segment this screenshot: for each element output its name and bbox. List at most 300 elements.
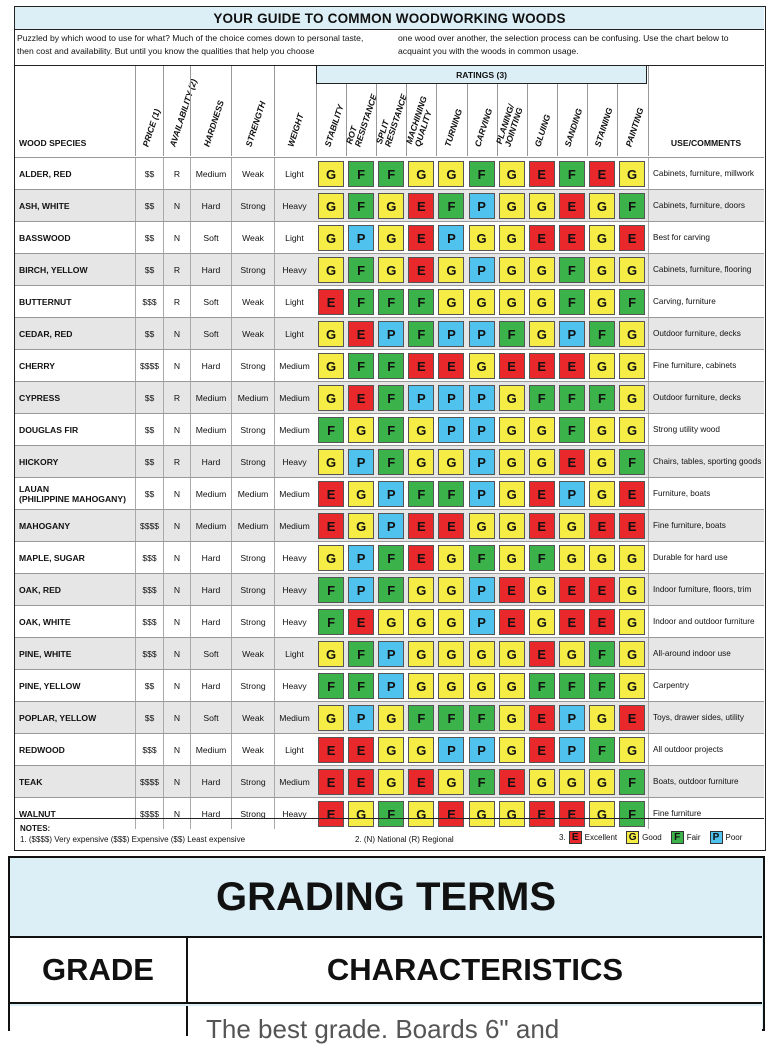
rating-cell: E [408,257,434,283]
header-rating-6 [494,84,527,156]
cell-strength: Strong [231,446,274,477]
grading-first-row [10,1006,762,1044]
note-availability: 2. (N) National (R) Regional [355,835,454,844]
cell-weight: Light [274,222,314,253]
rating-cell: F [378,385,404,411]
rating-cell: G [469,801,495,827]
use-comment: Boats, outdoor furniture [648,766,764,797]
cell-price: $$$$ [135,510,163,541]
table-row [15,445,764,477]
species-name: ALDER, RED [19,168,72,179]
rating-cell: G [408,577,434,603]
ratings-banner: RATINGS (3) [316,66,647,84]
species-name: LAUAN (PHILIPPINE MAHOGANY) [19,483,126,504]
cell-weight: Light [274,734,314,765]
rating-cell: G [589,353,615,379]
header-weight [274,66,314,156]
species-name: OAK, RED [19,584,62,595]
cell-strength: Medium [231,478,274,509]
header-avail [163,66,199,156]
rating-cell: F [469,769,495,795]
rating-cell: P [378,641,404,667]
rating-cell: G [499,417,525,443]
rating-cell: G [318,449,344,475]
rating-cell: G [529,449,555,475]
cell-avail: R [163,382,190,413]
cell-price: $$$$ [135,766,163,797]
guide-intro [17,32,762,66]
table-row [15,317,764,349]
header-rating-10 [617,84,647,156]
cell-weight: Medium [274,478,314,509]
species-name: POPLAR, YELLOW [19,712,97,723]
rating-cell: G [378,737,404,763]
rating-cell: E [619,481,645,507]
cell-strength: Medium [231,510,274,541]
rating-cell: G [589,705,615,731]
rating-cell: G [378,225,404,251]
cell-weight: Heavy [274,254,314,285]
cell-price: $$ [135,702,163,733]
rating-cell: F [619,801,645,827]
rating-cell: G [318,321,344,347]
rating-cell: E [499,577,525,603]
table-row [15,637,764,669]
rating-cell: E [438,513,464,539]
use-comment: Durable for hard use [648,542,764,573]
rating-cell: E [348,737,374,763]
header-rating-4 [436,84,466,156]
cell-price: $$$ [135,638,163,669]
legend-label: Poor [725,833,743,842]
rating-cell: G [438,769,464,795]
species-name: MAPLE, SUGAR [19,552,85,563]
cell-hardness: Hard [190,670,231,701]
rating-cell: F [499,321,525,347]
cell-hardness: Medium [190,510,231,541]
rating-cell: E [408,545,434,571]
rating-cell: F [348,353,374,379]
rating-cell: G [438,673,464,699]
note-price: 1. ($$$$) Very expensive ($$$) Expensive ($$) Least expensive [20,835,246,844]
rating-cell: G [408,641,434,667]
rating-cell: F [529,545,555,571]
cell-weight: Heavy [274,446,314,477]
cell-price: $$ [135,318,163,349]
rating-cell: G [499,161,525,187]
cell-avail: N [163,478,190,509]
rating-cell: G [438,289,464,315]
rating-cell: F [378,577,404,603]
rating-cell: E [408,193,434,219]
header-rating-1 [343,84,379,156]
rating-cell: E [589,609,615,635]
rating-cell: G [619,577,645,603]
rating-cell: G [529,193,555,219]
use-comment: Strong utility wood [648,414,764,445]
table-row [15,157,764,189]
cell-price: $$$ [135,574,163,605]
rating-cell: F [559,257,585,283]
cell-strength: Strong [231,766,274,797]
cell-avail: N [163,222,190,253]
rating-cell: G [499,385,525,411]
species-name: ASH, WHITE [19,200,70,211]
cell-avail: R [163,254,190,285]
rating-cell: G [318,193,344,219]
rating-cell: G [378,257,404,283]
rating-cell: E [559,609,585,635]
rating-cell: P [469,385,495,411]
rating-cell: F [348,641,374,667]
cell-avail: N [163,542,190,573]
rating-cell: F [589,385,615,411]
cell-strength: Weak [231,222,274,253]
species-name: PINE, WHITE [19,648,72,659]
table-row [15,701,764,733]
rating-cell: F [318,417,344,443]
cell-hardness: Hard [190,766,231,797]
legend-number: 3. [559,833,566,842]
cell-avail: N [163,798,190,829]
rating-cell: F [469,161,495,187]
intro-left-text: Puzzled by which wood to use for what? Much of the choice comes down to personal taste, then cost and availability. But until you know the qualities that help you choose [17,33,364,56]
rating-cell: G [589,417,615,443]
rating-cell: E [438,801,464,827]
legend-swatch: F [671,831,684,844]
rating-cell: E [529,641,555,667]
rating-cell: F [348,673,374,699]
rating-cell: G [619,737,645,763]
rating-cell: G [559,545,585,571]
rating-cell: P [438,417,464,443]
rating-cell: F [408,289,434,315]
woodworking-guide-chart [14,6,766,851]
header-price [135,66,163,156]
use-comment: All outdoor projects [648,734,764,765]
cell-hardness: Medium [190,158,231,189]
cell-weight: Medium [274,702,314,733]
header-rating-9 [587,84,617,156]
rating-cell: G [589,545,615,571]
rating-cell: P [559,321,585,347]
species-name: TEAK [19,776,43,787]
rating-cell: F [619,769,645,795]
rating-cell: G [529,257,555,283]
rating-cell: G [619,545,645,571]
species-name: DOUGLAS FIR [19,424,79,435]
rating-cell: G [559,513,585,539]
rating-cell: F [589,641,615,667]
cell-avail: N [163,414,190,445]
use-comment: Chairs, tables, sporting goods [648,446,764,477]
legend-label: Fair [686,833,701,842]
rating-cell: P [408,385,434,411]
rating-cell: F [438,705,464,731]
header-hardness-label: HARDNESS [201,99,226,148]
table-row [15,349,764,381]
species-name: WALNUT [19,808,56,819]
rating-cell: E [589,577,615,603]
rating-cell: P [559,705,585,731]
table-row [15,381,764,413]
cell-price: $$ [135,190,163,221]
rating-cell: F [619,193,645,219]
rating-cell: E [318,481,344,507]
rating-cell: G [408,737,434,763]
rating-cell: F [559,385,585,411]
legend-swatch: P [710,831,723,844]
cell-strength: Strong [231,190,274,221]
cell-weight: Light [274,158,314,189]
rating-cell: F [438,481,464,507]
cell-strength: Strong [231,670,274,701]
use-comment: Fine furniture, boats [648,510,764,541]
notes-section [15,818,764,850]
rating-cell: G [348,481,374,507]
rating-cell: E [529,513,555,539]
cell-price: $$$ [135,286,163,317]
rating-cell: G [318,641,344,667]
grading-terms-table [8,856,765,1044]
rating-cell: E [318,289,344,315]
rating-cell: G [499,801,525,827]
header-rating-7 [527,84,557,156]
rating-cell: G [529,417,555,443]
cell-weight: Medium [274,382,314,413]
rating-cell: G [348,513,374,539]
cell-hardness: Hard [190,542,231,573]
cell-weight: Medium [274,510,314,541]
cell-strength: Strong [231,574,274,605]
cell-hardness: Hard [190,350,231,381]
cell-weight: Light [274,286,314,317]
rating-cell: P [378,513,404,539]
use-comment: Best for carving [648,222,764,253]
use-comment: All-around indoor use [648,638,764,669]
cell-strength: Weak [231,734,274,765]
rating-cell: E [559,577,585,603]
table-row [15,733,764,765]
rating-legend [559,831,748,844]
rating-cell: G [469,289,495,315]
cell-avail: N [163,318,190,349]
cell-price: $$ [135,254,163,285]
cell-price: $$$ [135,542,163,573]
rating-cell: G [469,513,495,539]
rating-cell: G [499,673,525,699]
rating-cell: F [348,289,374,315]
rating-cell: G [499,481,525,507]
table-row [15,765,764,797]
species-name: PINE, YELLOW [19,680,81,691]
rating-cell: E [348,769,374,795]
rating-cell: E [619,513,645,539]
rating-cell: E [619,705,645,731]
cell-avail: N [163,350,190,381]
rating-cell: G [469,225,495,251]
grade-header: GRADE [10,938,188,1002]
cell-price: $$ [135,414,163,445]
rating-cell: F [589,737,615,763]
cell-weight: Medium [274,414,314,445]
use-comment: Cabinets, furniture, millwork [648,158,764,189]
cell-hardness: Hard [190,190,231,221]
legend-label: Good [642,833,662,842]
rating-cell: G [438,257,464,283]
table-header [15,65,764,157]
cell-weight: Heavy [274,798,314,829]
header-rating-5 [467,84,497,156]
cell-strength: Strong [231,798,274,829]
rating-cell: G [619,673,645,699]
rating-cell: G [529,321,555,347]
rating-cell: G [408,449,434,475]
cell-weight: Light [274,318,314,349]
rating-cell: F [318,673,344,699]
table-row [15,509,764,541]
rating-cell: G [589,225,615,251]
rating-cell: G [348,801,374,827]
rating-cell: G [438,449,464,475]
rating-cell: E [559,193,585,219]
cell-hardness: Hard [190,574,231,605]
header-strength-label: STRENGTH [243,99,268,148]
rating-cell: G [529,769,555,795]
rating-cell: G [318,385,344,411]
table-row [15,221,764,253]
rating-cell: P [378,673,404,699]
rating-cell: P [438,225,464,251]
rating-cell: F [529,385,555,411]
species-name: CYPRESS [19,392,61,403]
header-weight-label: WEIGHT [284,112,306,148]
cell-hardness: Medium [190,382,231,413]
table-row [15,285,764,317]
table-row [15,413,764,445]
rating-cell: G [438,609,464,635]
rating-cell: G [378,609,404,635]
rating-cell: E [529,801,555,827]
cell-price: $$$$ [135,798,163,829]
header-rating-label: STABILITY [322,103,346,148]
rating-cell: G [499,513,525,539]
rating-cell: F [378,161,404,187]
use-comment: Outdoor furniture, decks [648,382,764,413]
rating-cell: G [499,641,525,667]
rating-cell: G [438,577,464,603]
rating-cell: P [469,321,495,347]
rating-cell: P [348,577,374,603]
header-rating-label: MACHINING QUALITY [403,94,434,148]
cell-strength: Strong [231,542,274,573]
cell-price: $$ [135,382,163,413]
cell-avail: N [163,510,190,541]
table-row [15,477,764,509]
rating-cell: G [589,481,615,507]
rating-cell: F [348,193,374,219]
rating-cell: E [348,321,374,347]
rating-cell: E [408,769,434,795]
rating-cell: F [378,545,404,571]
rating-cell: G [499,225,525,251]
rating-cell: P [469,577,495,603]
cell-avail: R [163,286,190,317]
table-row [15,189,764,221]
cell-weight: Light [274,638,314,669]
cell-avail: N [163,606,190,637]
rating-cell: G [348,417,374,443]
header-rating-label: SANDING [562,107,585,148]
rating-cell: G [408,673,434,699]
rating-cell: F [469,545,495,571]
rating-cell: G [529,289,555,315]
rating-cell: P [469,609,495,635]
rating-cell: P [469,737,495,763]
rating-cell: G [378,193,404,219]
rating-cell: F [559,673,585,699]
rating-cell: G [619,353,645,379]
rating-cell: G [619,161,645,187]
cell-avail: N [163,574,190,605]
rating-cell: P [559,737,585,763]
rating-cell: P [469,193,495,219]
rating-cell: P [378,321,404,347]
grading-title: GRADING TERMS [10,858,762,938]
cell-price: $$ [135,670,163,701]
species-name: OAK, WHITE [19,616,71,627]
rating-cell: E [559,353,585,379]
rating-cell: E [318,801,344,827]
rating-cell: G [438,161,464,187]
use-comment: Cabinets, furniture, doors [648,190,764,221]
table-row [15,669,764,701]
rating-cell: G [619,257,645,283]
rating-cell: E [559,449,585,475]
cell-strength: Strong [231,350,274,381]
rating-cell: G [318,225,344,251]
rating-cell: G [589,801,615,827]
header-rating-label: PLANING/ JOINTING [494,103,525,148]
cell-price: $$ [135,446,163,477]
rating-cell: G [559,641,585,667]
rating-cell: E [529,737,555,763]
rating-cell: E [318,769,344,795]
rating-cell: P [438,321,464,347]
rating-cell: F [589,321,615,347]
rating-cell: E [589,161,615,187]
header-rating-label: SPLIT RESISTANCE [373,92,409,148]
rating-cell: F [438,193,464,219]
header-rating-label: STAINING [592,106,615,148]
rating-cell: F [408,321,434,347]
rating-cell: F [589,673,615,699]
cell-strength: Weak [231,638,274,669]
use-comment: Toys, drawer sides, utility [648,702,764,733]
rating-cell: G [499,193,525,219]
rating-cell: E [438,353,464,379]
rating-cell: F [559,161,585,187]
rating-cell: G [499,289,525,315]
cell-avail: N [163,190,190,221]
cell-strength: Weak [231,702,274,733]
cell-strength: Weak [231,286,274,317]
rating-cell: G [529,577,555,603]
rating-cell: F [619,449,645,475]
rating-cell: P [438,737,464,763]
guide-title: YOUR GUIDE TO COMMON WOODWORKING WOODS [15,7,764,30]
rating-cell: E [348,609,374,635]
